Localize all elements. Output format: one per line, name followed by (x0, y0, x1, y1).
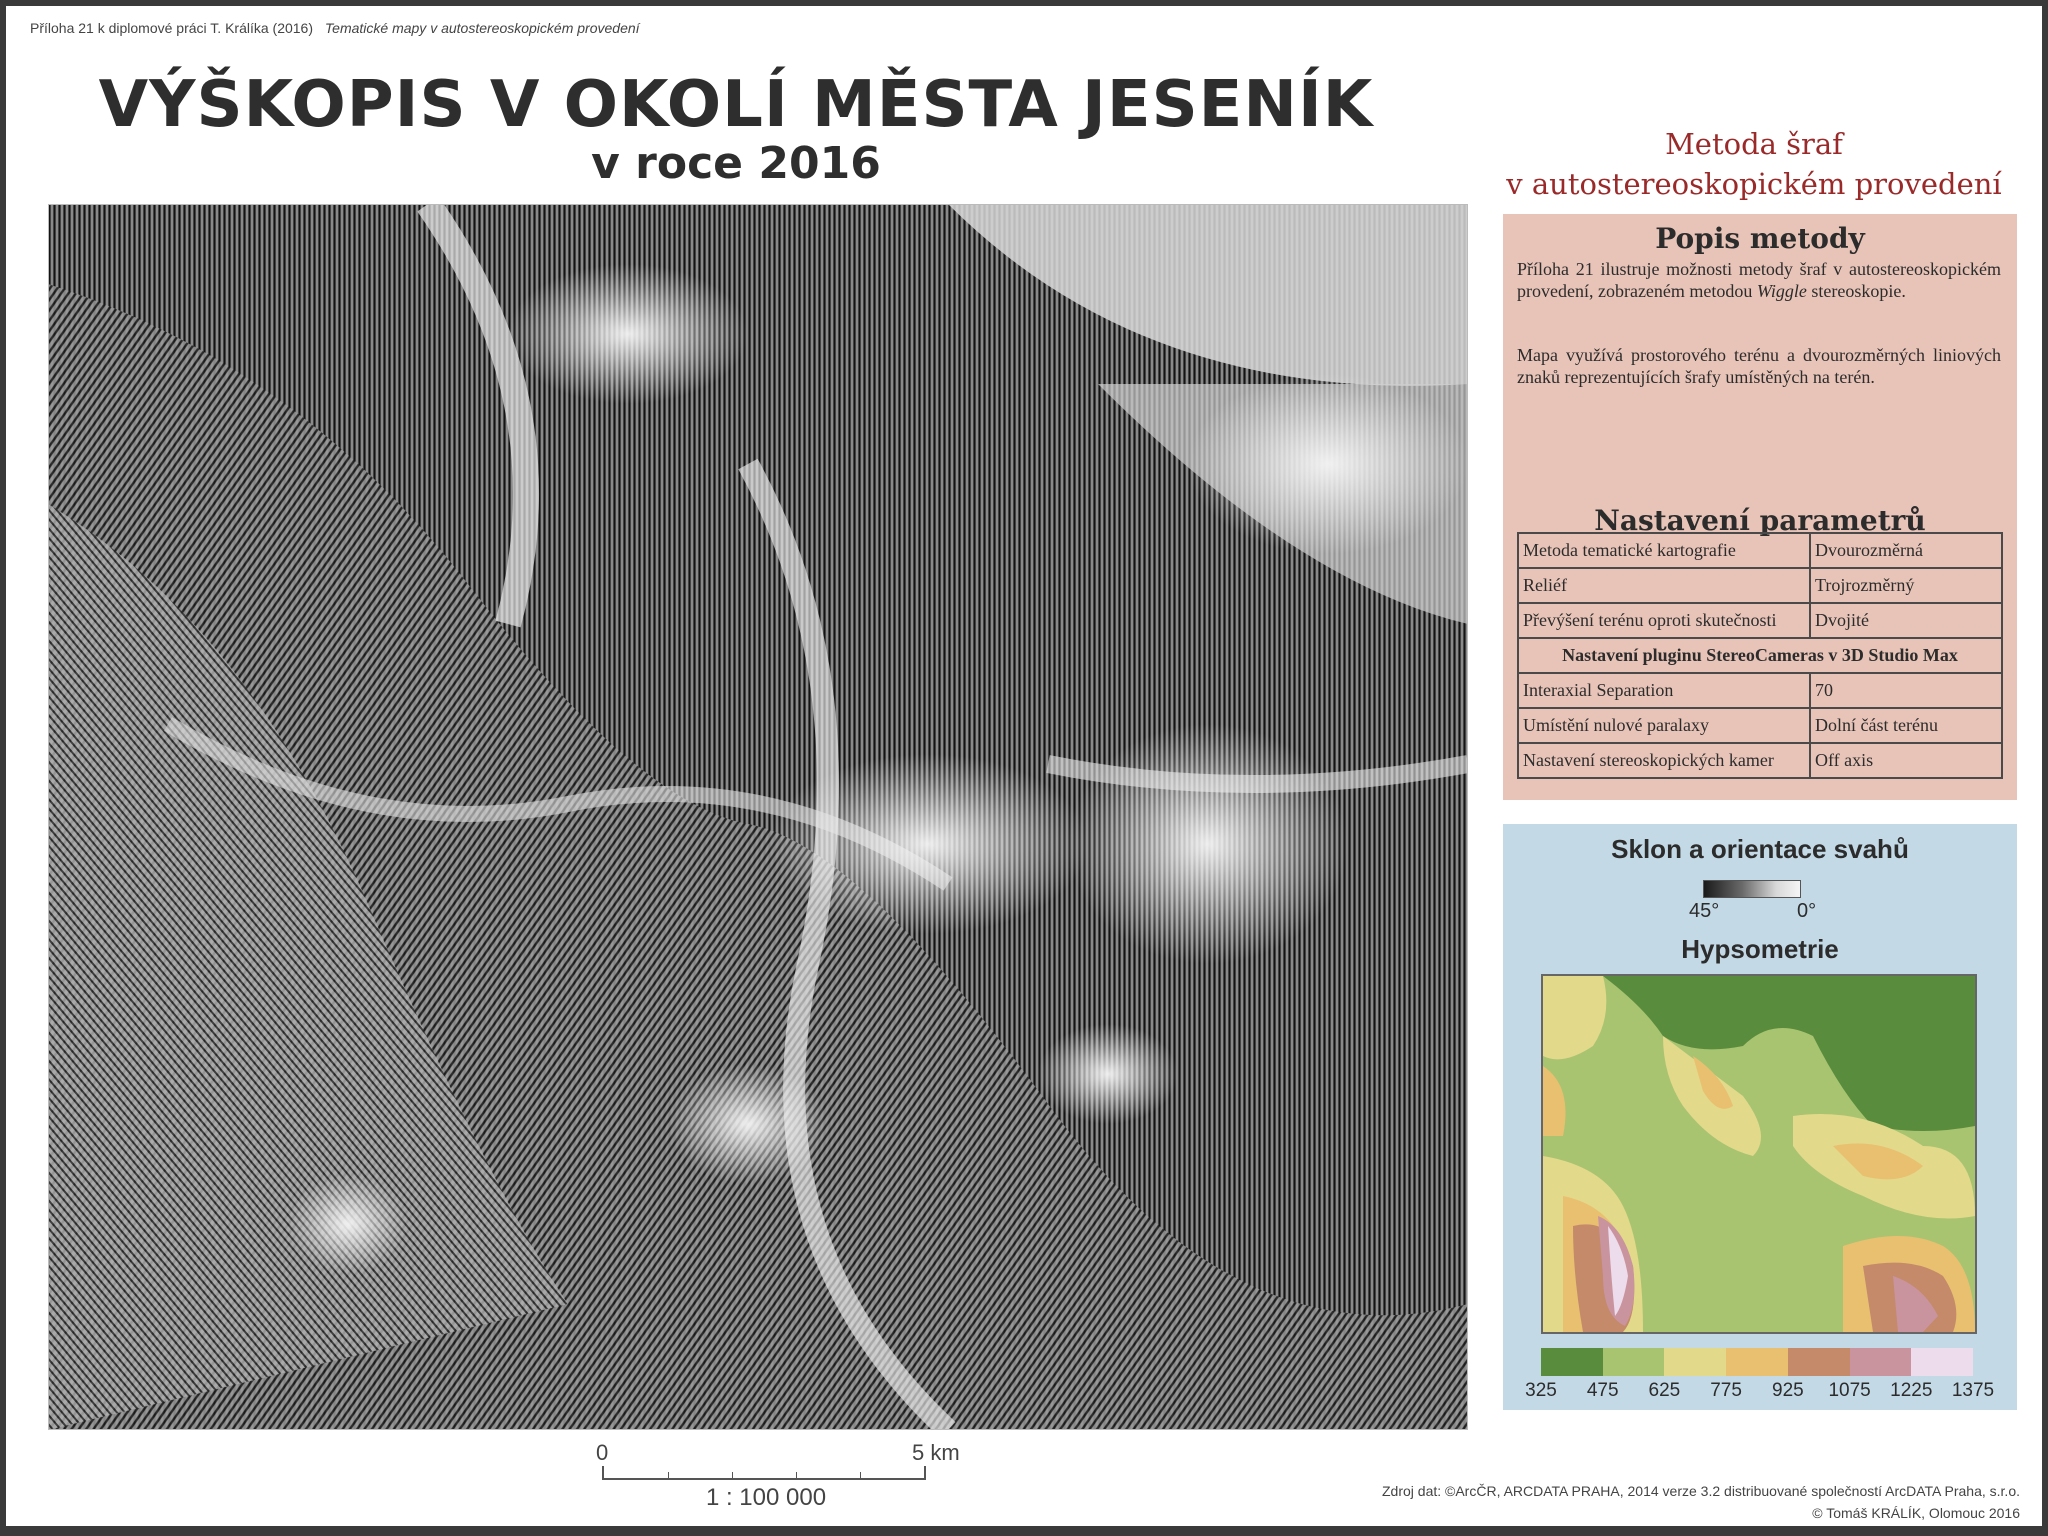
hypso-label: 475 (1586, 1380, 1619, 1401)
hypso-swatch (1664, 1348, 1726, 1376)
method-heading-line2: v autostereoskopickém provedení (1506, 167, 2002, 201)
scale-bar-graphic (602, 1466, 926, 1480)
scale-tick (860, 1472, 861, 1478)
hypso-swatch (1541, 1348, 1603, 1376)
param-value: Off axis (1810, 743, 2002, 778)
table-row (1518, 743, 2002, 778)
hypso-label: 1075 (1828, 1380, 1871, 1401)
hypso-swatch (1911, 1348, 1973, 1376)
param-value: Dolní část terénu (1810, 708, 2002, 743)
table-row (1518, 533, 2002, 568)
hypsometry-labels (1513, 1380, 2001, 1404)
table-row (1518, 638, 2002, 673)
table-row (1518, 568, 2002, 603)
slope-max-label: 45° (1689, 900, 1720, 922)
hypso-label: 925 (1772, 1380, 1804, 1401)
param-value: 70 (1810, 673, 2002, 708)
appendix-note-text: Příloha 21 k diplomové práci T. Králíka (2016) (30, 20, 313, 36)
hypso-swatch (1726, 1348, 1788, 1376)
scale-tick (732, 1472, 733, 1478)
map-subtitle: v roce 2016 (591, 138, 881, 189)
scale-tick (796, 1472, 797, 1478)
param-value: Dvojité (1810, 603, 2002, 638)
method-heading-line1: Metoda šraf (1665, 127, 1843, 161)
hypso-label: 625 (1648, 1380, 1681, 1401)
p1-text-end: stereoskopie. (1806, 281, 1906, 301)
hypsometry-color-scale (1541, 1348, 1973, 1376)
param-label: Metoda tematické kartografie (1518, 533, 1810, 568)
hachure-map-image (48, 204, 1468, 1430)
parameters-table (1517, 532, 2003, 779)
plugin-header: Nastavení pluginu StereoCameras v 3D Studio Max (1518, 638, 2002, 673)
hachure-map (48, 204, 1468, 1430)
p1-italic: Wiggle (1756, 281, 1807, 301)
param-label: Reliéf (1518, 568, 1810, 603)
hypso-label: 1375 (1951, 1380, 1995, 1401)
parameters-title: Nastavení parametrů (1594, 504, 1926, 537)
hypso-swatch (1603, 1348, 1665, 1376)
slope-legend-title: Sklon a orientace svahů (1611, 834, 1909, 864)
table-row (1518, 603, 2002, 638)
param-label: Interaxial Separation (1518, 673, 1810, 708)
scale-five-label: 5 km (912, 1440, 960, 1465)
method-description-title: Popis metody (1655, 222, 1865, 255)
hypso-swatch (1788, 1348, 1850, 1376)
scale-zero-label: 0 (596, 1440, 609, 1465)
table-row (1518, 708, 2002, 743)
param-value: Dvourozměrná (1810, 533, 2002, 568)
param-label: Převýšení terénu oproti skutečnosti (1518, 603, 1810, 638)
hypsometry-map (1541, 974, 1977, 1334)
param-label: Nastavení stereoskopických kamer (1518, 743, 1810, 778)
hypsometry-title: Hypsometrie (1681, 934, 1839, 964)
data-source-text: Zdroj dat: ©ArcČR, ARCDATA PRAHA, 2014 verze 3.2 distribuované společností ArcDATA Praha, s.r.o. (1382, 1483, 2020, 1499)
hypso-label: 1225 (1890, 1380, 1933, 1401)
scale-ratio: 1 : 100 000 (705, 1484, 827, 1511)
method-heading (1506, 124, 2002, 204)
scale-tick (668, 1472, 669, 1478)
method-description-p2: Mapa využívá prostorového terénu a dvourozměrných liniových znaků reprezentujících šrafy umístěných na terén. (1517, 345, 2001, 387)
hypso-swatch (1850, 1348, 1912, 1376)
slope-min-label: 0° (1797, 900, 1817, 922)
map-sheet (6, 6, 2042, 1526)
author-credit: © Tomáš KRÁLÍK, Olomouc 2016 (1812, 1505, 2020, 1521)
hypsometry-map-image (1543, 976, 1975, 1332)
appendix-note (30, 20, 640, 36)
table-row (1518, 673, 2002, 708)
hypso-label: 775 (1710, 1380, 1742, 1401)
legend-panel (1503, 824, 2017, 1410)
scale-bar (596, 1438, 986, 1518)
data-source (1382, 1480, 2020, 1524)
param-value: Trojrozměrný (1810, 568, 2002, 603)
hypso-label: 325 (1525, 1380, 1557, 1401)
method-description-p1 (1517, 258, 2001, 302)
p1-text: Příloha 21 ilustruje možnosti metody šraf v autostereoskopickém provedení, zobrazeném metodou (1517, 259, 2001, 301)
slope-gradient (1703, 880, 1801, 898)
appendix-note-italic: Tematické mapy v autostereoskopickém provedení (324, 20, 640, 36)
map-title: VÝŠKOPIS V OKOLÍ MĚSTA JESENÍK (98, 68, 1374, 142)
param-label: Umístění nulové paralaxy (1518, 708, 1810, 743)
method-panel (1503, 214, 2017, 800)
